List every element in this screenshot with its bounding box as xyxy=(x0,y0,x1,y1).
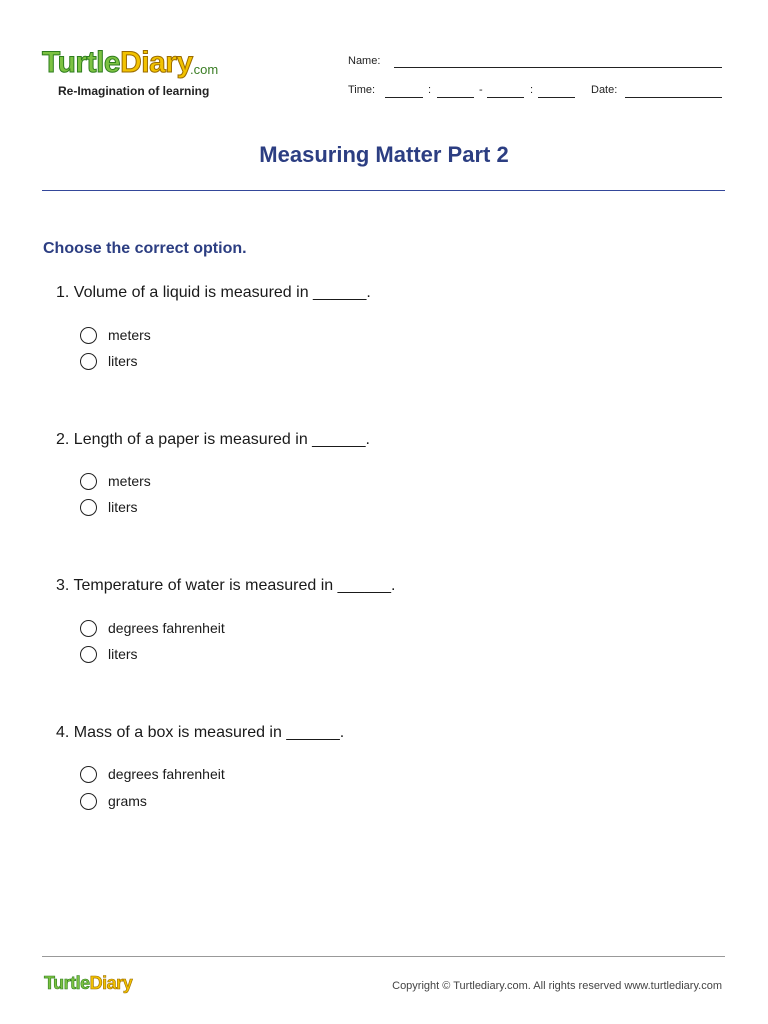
footer-logo xyxy=(44,973,132,994)
time-hour-end-line[interactable] xyxy=(487,97,524,98)
time-separator-1: : xyxy=(428,84,432,96)
footer-logo-diary: Diary xyxy=(89,973,133,993)
radio-button[interactable] xyxy=(80,766,97,783)
question-2-option-2[interactable] xyxy=(80,497,138,517)
option-label: meters xyxy=(108,327,151,343)
radio-button[interactable] xyxy=(80,499,97,516)
option-label: meters xyxy=(108,473,151,489)
radio-button[interactable] xyxy=(80,473,97,490)
radio-button[interactable] xyxy=(80,793,97,810)
question-2-option-1[interactable] xyxy=(80,471,151,491)
time-minute-start-line[interactable] xyxy=(437,97,474,98)
logo-tagline: Re-Imagination of learning xyxy=(58,84,210,98)
time-hour-start-line[interactable] xyxy=(385,97,423,98)
copyright-text: Copyright © Turtlediary.com. All rights reserved www.turtlediary.com xyxy=(392,980,722,992)
radio-button[interactable] xyxy=(80,327,97,344)
time-label: Time: xyxy=(348,84,376,96)
radio-button[interactable] xyxy=(80,353,97,370)
question-4: 4. Mass of a box is measured in ______. xyxy=(56,724,345,741)
footer-logo-turtle: Turtle xyxy=(44,973,90,993)
option-label: degrees fahrenheit xyxy=(108,766,225,782)
date-label: Date: xyxy=(591,84,618,96)
option-label: liters xyxy=(108,646,138,662)
logo-word-turtle: Turtle xyxy=(42,46,121,79)
option-label: degrees fahrenheit xyxy=(108,620,225,636)
question-3: 3. Temperature of water is measured in ______. xyxy=(56,577,396,594)
question-4-option-2[interactable] xyxy=(80,791,147,811)
question-4-option-1[interactable] xyxy=(80,764,225,784)
question-3-option-1[interactable] xyxy=(80,618,225,638)
footer-divider xyxy=(42,956,725,957)
question-1-option-2[interactable] xyxy=(80,351,138,371)
instruction-heading: Choose the correct option. xyxy=(43,240,247,257)
time-minute-end-line[interactable] xyxy=(538,97,575,98)
option-label: grams xyxy=(108,793,147,809)
logo-wordmark xyxy=(42,46,193,80)
question-1-option-1[interactable] xyxy=(80,325,151,345)
title-divider xyxy=(42,190,725,191)
date-line[interactable] xyxy=(625,97,722,98)
question-1: 1. Volume of a liquid is measured in ______. xyxy=(56,284,371,301)
page-title: Measuring Matter Part 2 xyxy=(259,142,509,167)
logo-suffix: .com xyxy=(190,62,219,77)
name-label: Name: xyxy=(348,55,381,67)
turtle-diary-logo xyxy=(42,46,242,106)
question-3-option-2[interactable] xyxy=(80,644,138,664)
radio-button[interactable] xyxy=(80,646,97,663)
radio-button[interactable] xyxy=(80,620,97,637)
name-line[interactable] xyxy=(394,67,722,68)
question-2: 2. Length of a paper is measured in ______. xyxy=(56,431,370,448)
time-separator-2: - xyxy=(479,84,483,96)
logo-word-diary: Diary xyxy=(120,46,193,79)
option-label: liters xyxy=(108,499,138,515)
option-label: liters xyxy=(108,353,138,369)
time-separator-3: : xyxy=(530,84,534,96)
